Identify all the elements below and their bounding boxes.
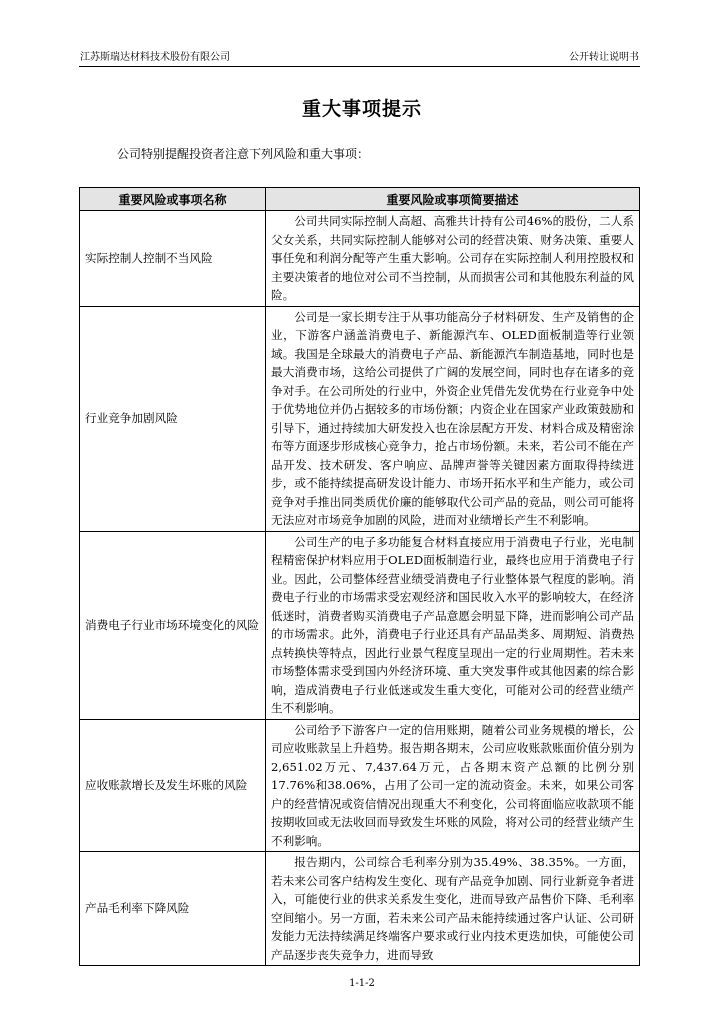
- risk-description: 公司生产的电子多功能复合材料直接应用于消费电子行业，光电制程精密保护材料应用于OLED面板制造行业，最终也应用于消费电子行业。因此，公司整体经营业绩受消费电子行业整体景气程度的影响。消费电子行业的市场需求受宏观经济和国民收入水平的影响较大，在经济低迷时，消费者购买消费电子产品意愿会明显下降，进而影响公司产品的市场需求。此外，消费电子行业还具有产品品类多、周期短、消费热点转换快等特点，因此行业景气程度呈现出一定的行业周期性。若未来市场整体需求受到国内外经济环境、重大突发事件或其他因素的综合影响，造成消费电子行业低迷或发生重大变化，可能对公司的经营业绩产生不利影响。: [266, 531, 640, 719]
- table-row: [80, 211, 640, 307]
- risk-description: 公司是一家长期专注于从事功能高分子材料研发、生产及销售的企业，下游客户涵盖消费电子、新能源汽车、OLED面板制造等行业领域。我国是全球最大的消费电子产品、新能源汽车制造基地，同时也是最大消费市场，这给公司提供了广阔的发展空间，同时也存在诸多的竞争对手。在公司所处的行业中，外资企业凭借先发优势在行业竞争中处于优势地位并仍占据较多的市场份额；内资企业在国家产业政策鼓励和引导下，通过持续加大研发投入也在涂层配方开发、材料合成及精密涂布等方面逐步形成核心竞争力，抢占市场份额。未来，若公司不能在产品开发、技术研发、客户响应、品牌声誉等关键因素方面取得持续进步，或不能持续提高研发设计能力、市场开拓水平和生产能力，或公司竞争对手推出同类质优价廉的能够取代公司产品的竞品，则公司可能将无法应对市场竞争加剧的风险，进而对业绩增长产生不利影响。: [266, 306, 640, 531]
- page-title: 重大事项提示: [301, 98, 422, 120]
- risk-name: 行业竞争加剧风险: [80, 306, 266, 531]
- risk-description: 公司共同实际控制人高超、高雅共计持有公司46%的股份，二人系父女关系，共同实际控制人能够对公司的经营决策、财务决策、重要人事任免和利润分配等产生重大影响。公司存在实际控制人利用控股权和主要决策者的地位对公司不当控制，从而损害公司和其他股东利益的风险。: [266, 211, 640, 307]
- header-doc-type: 公开转让说明书: [569, 52, 639, 63]
- column-header-desc: 重要风险或事项简要描述: [266, 188, 640, 211]
- risk-description: 报告期内，公司综合毛利率分别为35.49%、38.35%。一方面，若未来公司客户结构发生变化、现有产品竞争加剧、同行业新竞争者进入，可能使行业的供求关系发生变化，进而导致产品售价下降、毛利率空间缩小。另一方面，若未来公司产品未能持续通过客户认证、公司研发能力无法持续满足终端客户要求或行业内技术更迭加快，可能使公司产品逐步丧失竞争力，进而导致: [266, 852, 640, 966]
- page-header: [79, 50, 640, 67]
- risk-name: 应收账款增长及发生坏账的风险: [80, 719, 266, 852]
- risk-name: 产品毛利率下降风险: [80, 852, 266, 966]
- table-row: [80, 852, 640, 966]
- table-row: [80, 719, 640, 852]
- page-number: 1-1-2: [349, 978, 375, 989]
- risk-table: [79, 187, 640, 966]
- risk-name: 消费电子行业市场环境变化的风险: [80, 531, 266, 719]
- risk-name: 实际控制人控制不当风险: [80, 211, 266, 307]
- table-row: [80, 306, 640, 531]
- table-header-row: [80, 188, 640, 211]
- intro-text: 公司特别提醒投资者注意下列风险和重大事项：: [117, 147, 370, 161]
- column-header-name: 重要风险或事项名称: [80, 188, 266, 211]
- risk-description: 公司给予下游客户一定的信用账期，随着公司业务规模的增长，公司应收账款呈上升趋势。报告期各期末，公司应收账款账面价值分别为2,651.02万元、7,437.64万元，占各期末资产总额的比例分别17.76%和38.06%，占用了公司一定的流动资金。未来，如果公司客户的经营情况或资信情况出现重大不利变化，公司将面临应收款项不能按期收回或无法收回而导致发生坏账的风险，将对公司的经营业绩产生不利影响。: [266, 719, 640, 852]
- table-row: [80, 531, 640, 719]
- header-company: 江苏斯瑞达材料技术股份有限公司: [80, 52, 230, 63]
